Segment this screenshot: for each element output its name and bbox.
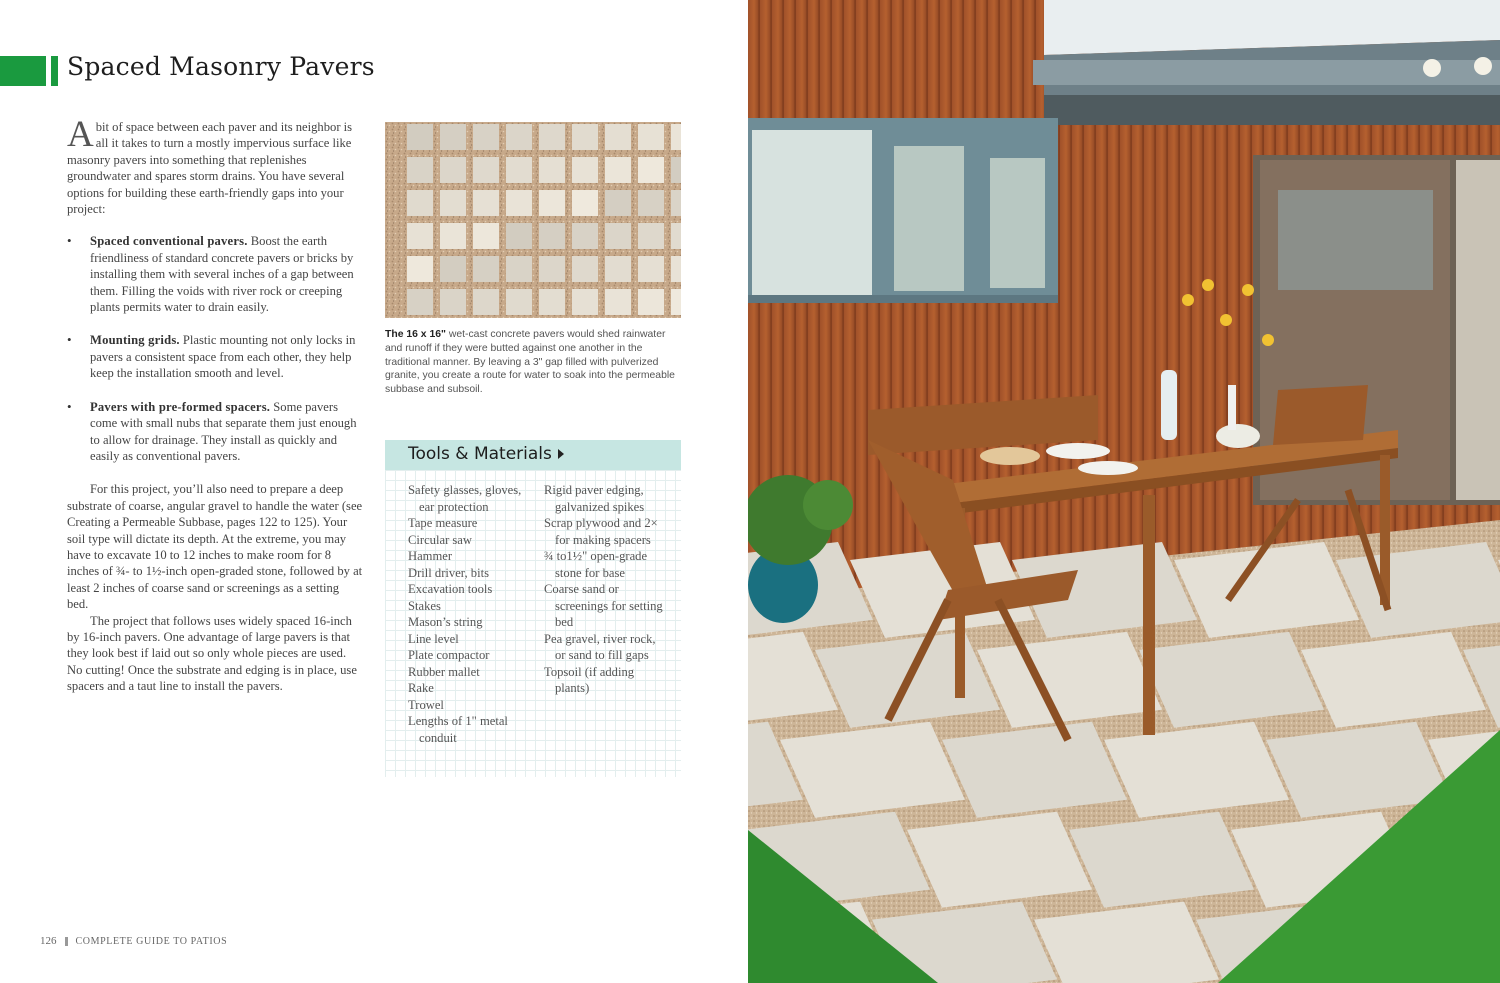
list-item: Excavation tools xyxy=(408,582,493,596)
list-item: Rake xyxy=(408,681,434,695)
list-item: Circular saw xyxy=(408,532,472,547)
bullet-text: Boost the earth friendliness of standard concrete pavers or bricks by installing them with several inches of a gap between them. Filling the voids with river rock or creeping plants permits water to drain easily. xyxy=(90,234,354,315)
list-item xyxy=(67,332,363,381)
body-paragraph-2: For this project, you’ll also need to prepare a deep substrate of coarse, angular gravel to handle the water (see Creating a Permeable Subbase, pages 122 to 125). Your soil type will dictate its depth. At the extreme, you may have to excavate 10 to 12 inches to make room for 8 inches of ¾- to 1½-inch open-graded stone, followed by at least 2 inches of coarse sand or screenings as a setting bed. xyxy=(67,482,363,612)
bullet-lead: Spaced conventional pavers. xyxy=(90,234,248,249)
list-item: Topsoil (if adding plants) xyxy=(544,664,635,695)
tools-header xyxy=(385,440,681,470)
list-item: Safety glasses, gloves, ear protection xyxy=(408,483,522,514)
options-list xyxy=(67,233,363,464)
triangle-arrow-icon xyxy=(558,449,564,459)
list-item: Lengths of 1" metal conduit xyxy=(408,714,508,745)
list-item xyxy=(67,399,363,465)
drop-cap: A xyxy=(67,114,94,155)
folio-separator xyxy=(65,937,68,946)
list-item: Rubber mallet xyxy=(408,664,480,679)
running-head: COMPLETE GUIDE TO PATIOS xyxy=(75,936,228,947)
list-item: Tape measure xyxy=(408,516,478,530)
section-marker-thin xyxy=(51,56,58,86)
body-text-column xyxy=(67,114,363,695)
list-item: Plate compactor xyxy=(408,648,490,662)
intro-paragraph xyxy=(67,114,363,217)
list-item: Line level xyxy=(408,631,459,646)
tools-list-left xyxy=(408,482,533,746)
list-item: ¾ to1½" open-grade stone for base xyxy=(544,549,648,580)
bullet-lead: Pavers with pre-formed spacers. xyxy=(90,399,271,414)
left-page xyxy=(0,0,748,983)
list-item: Hammer xyxy=(408,549,453,563)
bullet-text: Plastic mounting not only locks in pavers a consistent space from each other, they help keep the installation smooth and level. xyxy=(90,333,356,381)
section-marker xyxy=(0,56,46,86)
bullet-text: Some pavers come with small nubs that separate them just enough to allow for drainage. They install as quickly and easily as conventional pavers. xyxy=(90,399,357,463)
caption-text: wet-cast concrete pavers would shed rainwater and runoff if they were butted against one another in the traditional manner. By leaving a 3" gap filled with pulverized granite, you create a route for water to soak into the permeable subbase and subsoil. xyxy=(385,329,675,396)
photo-caption xyxy=(385,328,681,397)
tools-title-text: Tools & Materials xyxy=(408,444,552,464)
list-item: Mason’s string xyxy=(408,615,483,629)
patio-photo xyxy=(748,0,1500,983)
bullet-lead: Mounting grids. xyxy=(90,333,180,348)
list-item: Drill driver, bits xyxy=(408,565,489,580)
page-number: 126 xyxy=(40,935,57,947)
list-item: Coarse sand or screenings for setting bed xyxy=(544,582,663,629)
list-item: Trowel xyxy=(408,697,444,712)
body-paragraph-3: The project that follows uses widely spaced 16-inch by 16-inch pavers. One advantage of large pavers is that they look best if laid out so only whole pieces are used. No cutting! Once the substrate and edging is in place, use spacers and a taut line to install the pavers. xyxy=(67,613,357,694)
tools-list-right xyxy=(544,482,664,697)
page-folio xyxy=(40,935,227,947)
caption-lead: The 16 x 16" xyxy=(385,329,446,340)
list-item xyxy=(67,233,363,315)
tools-materials-box xyxy=(385,440,681,777)
list-item: Scrap plywood and 2× for making spacers xyxy=(544,516,658,547)
list-item: Stakes xyxy=(408,598,441,613)
paver-closeup-photo xyxy=(385,122,681,318)
page-title: Spaced Masonry Pavers xyxy=(67,52,375,81)
list-item: Rigid paver edging, galvanized spikes xyxy=(544,483,645,514)
list-item: Pea gravel, river rock, or sand to fill gaps xyxy=(544,631,656,662)
intro-text: bit of space between each paver and its neighbor is all it takes to turn a mostly impervious surface like masonry pavers into something that replenishes groundwater and spares storm drains. You have several options for building these earth-friendly gaps into your project: xyxy=(67,120,353,217)
tools-title xyxy=(408,444,564,464)
